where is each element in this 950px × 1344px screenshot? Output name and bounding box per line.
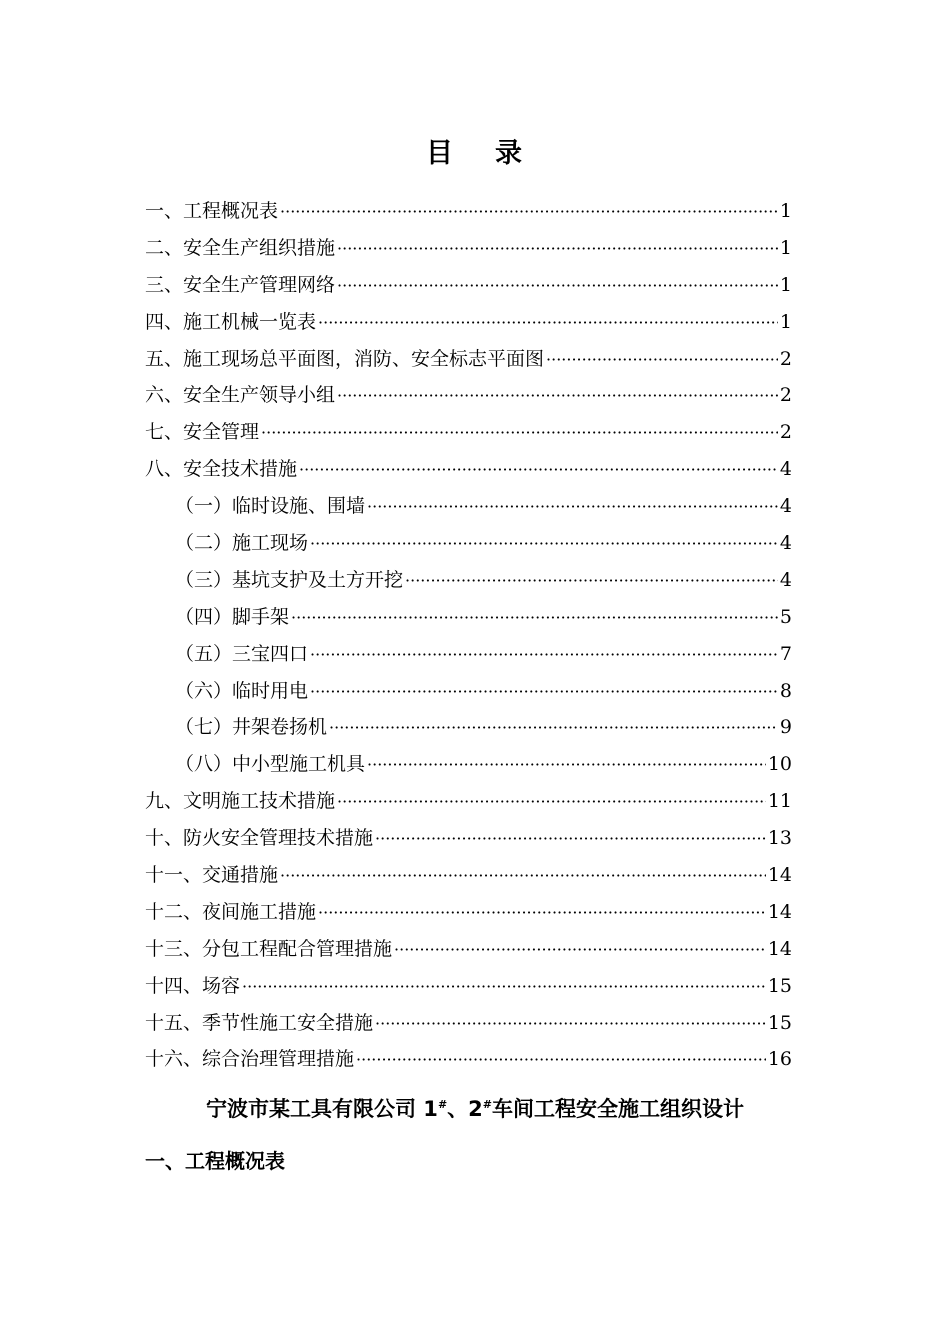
toc-entry-label: 六、安全生产领导小组 (145, 384, 336, 407)
toc-entry-page-number: 14 (767, 900, 792, 923)
toc-entry-page-number: 11 (767, 790, 792, 813)
toc-entry[interactable] (145, 783, 792, 820)
toc-entry-label: 十三、分包工程配合管理措施 (145, 937, 393, 960)
toc-entry-label: 九、文明施工技术措施 (145, 790, 336, 813)
toc-entry-page-number: 15 (767, 974, 792, 997)
toc-entry[interactable] (145, 673, 792, 710)
toc-entry-label: 八、安全技术措施 (145, 458, 298, 481)
toc-entry-leader (291, 600, 778, 637)
document-title-sup1: # (437, 1098, 448, 1111)
toc-entry-label: （五）三宝四口 (175, 642, 309, 665)
toc-entry[interactable] (145, 1041, 792, 1078)
toc-entry-leader (405, 563, 778, 600)
toc-entry[interactable] (145, 230, 792, 267)
document-title-sup2: # (482, 1098, 492, 1111)
toc-entry-page-number: 9 (779, 716, 792, 739)
toc-entry-label: 四、施工机械一览表 (145, 310, 317, 333)
toc-entry-leader (546, 342, 778, 379)
toc-entry-page-number: 16 (767, 1048, 792, 1071)
toc-entry-page-number: 7 (779, 642, 792, 665)
toc-entry[interactable] (145, 931, 792, 968)
toc-entry[interactable] (145, 488, 792, 525)
toc-title (0, 131, 950, 170)
toc-entry-label: 十六、综合治理管理措施 (145, 1048, 355, 1071)
toc-entry[interactable] (145, 820, 792, 857)
toc-entry-page-number: 2 (779, 347, 792, 370)
toc-entry-label: （二）施工现场 (175, 532, 309, 555)
toc-entry[interactable] (145, 414, 792, 451)
toc-entry[interactable] (145, 968, 792, 1005)
toc-entry-leader (337, 268, 778, 305)
toc-entry-label: 十一、交通措施 (145, 864, 279, 887)
toc-entry-label: 十五、季节性施工安全措施 (145, 1011, 374, 1034)
toc-entry-page-number: 5 (779, 605, 792, 628)
toc-entry[interactable] (145, 451, 792, 488)
toc-entry-page-number: 2 (779, 421, 792, 444)
toc-entry[interactable] (145, 857, 792, 894)
toc-entry-label: （七）井架卷扬机 (175, 716, 328, 739)
toc-entry-label: 一、工程概况表 (145, 200, 279, 222)
toc-entry-leader (394, 932, 766, 969)
toc-entry-leader (242, 969, 766, 1006)
toc-entry-leader (318, 895, 766, 932)
toc-entry-leader (299, 452, 778, 489)
toc-entry-page-number: 15 (767, 1011, 792, 1034)
toc-entry-leader (329, 710, 778, 747)
toc-entry-label: 七、安全管理 (145, 421, 260, 444)
toc-entry-leader (367, 747, 766, 784)
toc-entry[interactable] (145, 304, 792, 341)
toc-entry-leader (280, 194, 778, 231)
toc-entry[interactable] (145, 709, 792, 746)
toc-entry-page-number: 4 (779, 532, 792, 555)
toc-list (145, 193, 792, 1078)
toc-entry-label: 十四、场容 (145, 974, 241, 997)
toc-entry-leader (375, 1006, 766, 1043)
toc-entry-leader (318, 305, 778, 342)
toc-title-right: 录 (495, 138, 524, 169)
toc-entry[interactable] (145, 193, 792, 230)
toc-entry[interactable] (145, 377, 792, 414)
toc-title-left: 目 (426, 138, 455, 169)
document-title-part1: 宁波市某工具有限公司 1 (206, 1097, 438, 1121)
toc-entry-label: 二、安全生产组织措施 (145, 236, 336, 259)
toc-entry-page-number: 1 (779, 236, 792, 259)
document-title-part2: 、2 (447, 1097, 483, 1121)
document-title (0, 1093, 950, 1123)
toc-entry-page-number: 14 (767, 937, 792, 960)
toc-entry-leader (337, 231, 778, 268)
toc-entry-page-number: 4 (779, 495, 792, 518)
toc-entry-page-number: 14 (767, 864, 792, 887)
toc-entry-label: （六）临时用电 (175, 679, 309, 702)
toc-entry-label: 五、施工现场总平面图，消防、安全标志平面图 (145, 347, 545, 370)
toc-entry-label: 十、防火安全管理技术措施 (145, 827, 374, 850)
document-title-part3: 车间工程安全施工组织设计 (492, 1097, 744, 1121)
toc-entry-leader (261, 415, 778, 452)
toc-entry[interactable] (145, 636, 792, 673)
toc-entry-label: 三、安全生产管理网络 (145, 273, 336, 296)
section-heading: 一、工程概况表 (145, 1149, 285, 1173)
toc-entry-page-number: 2 (779, 384, 792, 407)
toc-entry-page-number: 1 (779, 310, 792, 333)
toc-entry-leader (310, 674, 778, 711)
toc-entry-page-number: 1 (779, 200, 792, 222)
toc-entry-label: （三）基坑支护及土方开挖 (175, 568, 404, 591)
toc-entry-page-number: 4 (779, 458, 792, 481)
toc-entry-label: （八）中小型施工机具 (175, 753, 366, 776)
toc-entry-page-number: 10 (767, 753, 792, 776)
toc-entry-page-number: 1 (779, 273, 792, 296)
toc-entry[interactable] (145, 894, 792, 931)
toc-entry[interactable] (145, 525, 792, 562)
toc-entry-label: 十二、夜间施工措施 (145, 900, 317, 923)
toc-entry-leader (375, 821, 766, 858)
toc-entry[interactable] (145, 341, 792, 378)
toc-entry-leader (310, 526, 778, 563)
toc-entry[interactable] (145, 599, 792, 636)
toc-entry[interactable] (145, 1005, 792, 1042)
toc-entry-label: （四）脚手架 (175, 605, 290, 628)
toc-entry-leader (367, 489, 778, 526)
toc-entry-page-number: 8 (779, 679, 792, 702)
toc-entry-page-number: 13 (767, 827, 792, 850)
toc-entry-leader (337, 378, 778, 415)
toc-entry[interactable] (145, 746, 792, 783)
toc-entry[interactable] (145, 267, 792, 304)
toc-entry-page-number: 4 (779, 568, 792, 591)
toc-entry-leader (310, 637, 778, 674)
toc-entry-leader (280, 858, 766, 895)
toc-entry-label: （一）临时设施、围墙 (175, 495, 366, 518)
toc-entry-leader (337, 784, 766, 821)
toc-entry[interactable] (145, 562, 792, 599)
toc-entry-leader (356, 1042, 766, 1079)
